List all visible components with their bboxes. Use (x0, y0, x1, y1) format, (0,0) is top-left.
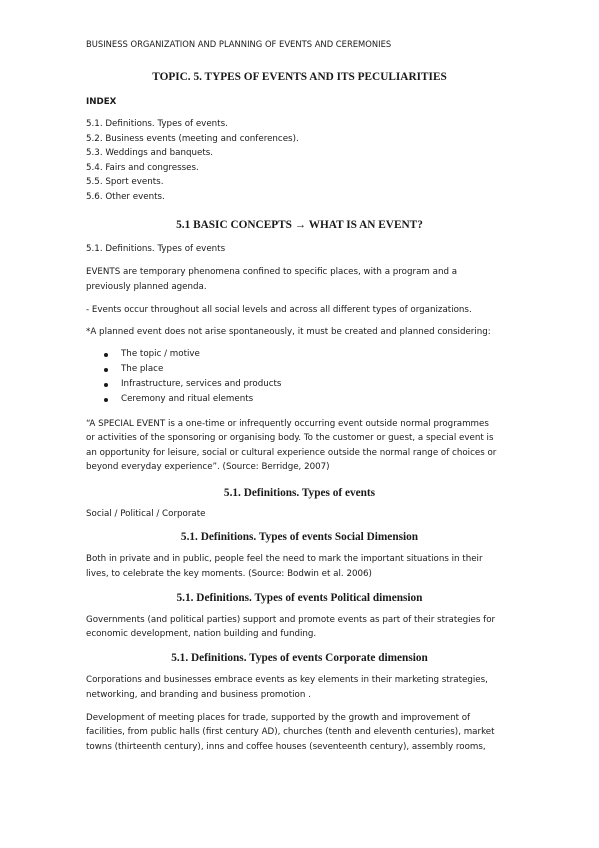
bullet-icon (104, 353, 108, 357)
special-event-quote-line: beyond everyday experience”. (Source: Berridge, 2007) (86, 462, 330, 472)
bullet-icon (104, 383, 108, 387)
section-heading-basic-concepts: 5.1 BASIC CONCEPTS → WHAT IS AN EVENT? (176, 219, 423, 231)
social-levels-paragraph: - Events occur throughout all social levels and across all different types of organizations. (86, 305, 472, 315)
history-paragraph-line: Development of meeting places for trade, supported by the growth and improvement of (86, 713, 471, 723)
social-dimension-text: Both in private and in public, people feel the need to mark the important situations in their (86, 554, 483, 564)
running-header: BUSINESS ORGANIZATION AND PLANNING OF EVENTS AND CEREMONIES (86, 39, 392, 49)
social-dimension-heading: 5.1. Definitions. Types of events Social Dimension (180, 531, 419, 543)
political-dimension-heading: 5.1. Definitions. Types of events Political dimension (176, 592, 423, 604)
subheading-definitions: 5.1. Definitions. Types of events (86, 244, 226, 254)
index-item: 5.4. Fairs and congresses. (86, 163, 199, 173)
index-item: 5.5. Sport events. (86, 177, 164, 187)
history-paragraph-line: towns (thirteenth century), inns and coffee houses (seventeenth century), assembly rooms, (86, 742, 486, 752)
special-event-quote-line: or activities of the sponsoring or organising body. To the customer or guest, a special event is (86, 433, 494, 443)
dimensions-line: Social / Political / Corporate (86, 509, 206, 519)
topic-title: TOPIC. 5. TYPES OF EVENTS AND ITS PECULIARITIES (152, 71, 447, 83)
index-item: 5.3. Weddings and banquets. (86, 148, 214, 158)
history-paragraph-line: facilities, from public halls (first century AD), churches (tenth and eleventh centuries), market (86, 727, 495, 737)
planned-event-note: *A planned event does not arise spontaneously, it must be created and planned considering: (86, 327, 491, 337)
corporate-dimension-text: networking, and branding and business promotion . (86, 690, 311, 700)
index-item: 5.6. Other events. (86, 192, 165, 202)
definitions-heading: 5.1. Definitions. Types of events (223, 487, 376, 499)
document-page: BUSINESS ORGANIZATION AND PLANNING OF EVENTS AND CEREMONIES TOPIC. 5. TYPES OF EVENTS AND ITS PECULIARITIES INDEX 5.1. Definitions. Types of events. 5.2. Business events (meeting and conferences). 5.3. Weddings and banquets. 5.4. Fairs and congresses. 5.5. Sport events. 5.6. Other events. 5.1 BASIC CONCEPTS → WHAT IS AN EVENT? 5.1. Definitions. Types of events EVENTS are temporary phenomena confined to specific places, with a program and a previously planned agenda. - Events occur throughout all social levels and across all different types of organizations. *A planned event does not arise spontaneously, it must be created and planned considering: The topic / motive The place Infrastructure, services and products Ceremony and ritual elements “A SPECIAL EVENT is a one-time or infrequently occurring event outside normal programmes or activities of the sponsoring or organising body. To the customer or guest, a special event is an opportunity for leisure, social or cultural experience outside the normal range of choices or beyond everyday experience”. (Source: Berridge, 2007) 5.1. Definitions. Types of events Social / Political / Corporate 5.1. Definitions. Types of events Social Dimension Both in private and in public, people feel the need to mark the important situations in their lives, to celebrate the key moments. (Source: Bodwin et al. 2006) 5.1. Definitions. Types of events Political dimension Governments (and political parties) support and promote events as part of their strategies for economic development, nation building and funding. 5.1. Definitions. Types of events Corporate dimension Corporations and businesses embrace events as key elements in their marketing strategies, networking, and branding and business promotion . Development of meeting places for trade, supported by the growth and improvement of facilities, from public halls (first century AD), churches (tenth and eleventh centuries), market towns (thirteenth century), inns and coffee houses (seventeenth century), assembly rooms, (0, 0, 599, 848)
events-definition-line: EVENTS are temporary phenomena confined to specific places, with a program and a (86, 267, 458, 277)
political-dimension-text: Governments (and political parties) support and promote events as part of their strategies for (86, 615, 496, 625)
index-heading: INDEX (86, 97, 117, 107)
bullet-icon (104, 398, 108, 402)
special-event-quote-line: an opportunity for leisure, social or cultural experience outside the normal range of choices or (86, 448, 497, 458)
corporate-dimension-text: Corporations and businesses embrace events as key elements in their marketing strategies, (86, 675, 488, 685)
index-item: 5.2. Business events (meeting and conferences). (86, 134, 299, 144)
political-dimension-text: economic development, nation building and funding. (86, 629, 317, 639)
bullet-icon (104, 368, 108, 372)
social-dimension-text: lives, to celebrate the key moments. (Source: Bodwin et al. 2006) (86, 569, 372, 579)
special-event-quote-line: “A SPECIAL EVENT is a one-time or infrequently occurring event outside normal programmes (86, 419, 489, 429)
index-item: 5.1. Definitions. Types of events. (86, 119, 228, 129)
corporate-dimension-heading: 5.1. Definitions. Types of events Corporate dimension (171, 652, 428, 664)
events-definition-line: previously planned agenda. (86, 282, 207, 292)
